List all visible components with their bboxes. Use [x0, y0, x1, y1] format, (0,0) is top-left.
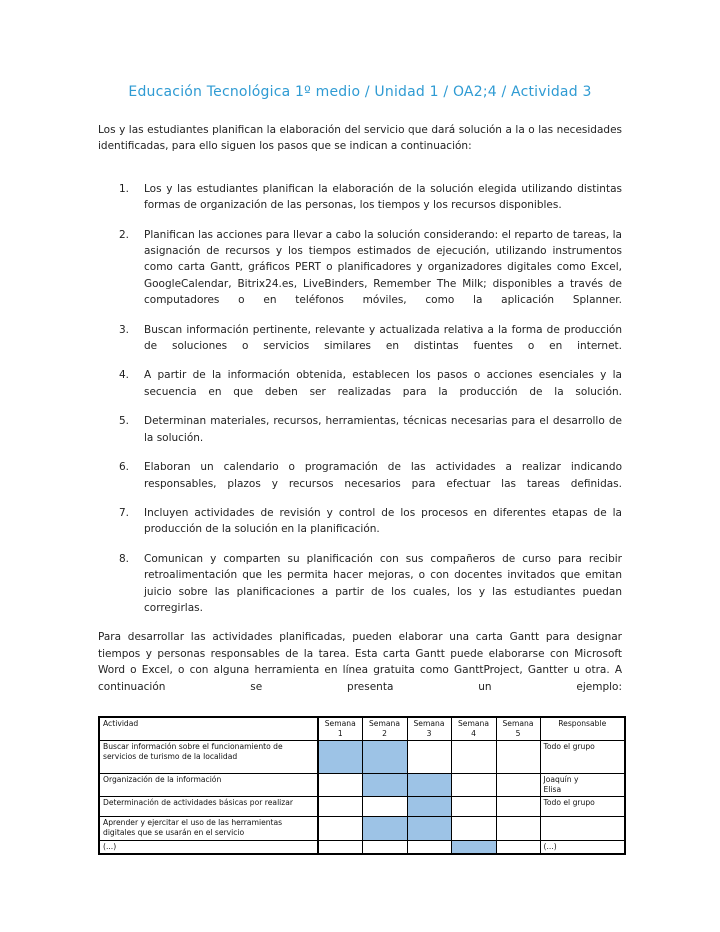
- gantt-week-cell: [496, 774, 540, 797]
- gantt-week-cell: [496, 741, 540, 774]
- gantt-week-cell: [451, 840, 496, 854]
- list-item: [119, 367, 622, 400]
- responsible-text: (...): [543, 841, 557, 851]
- gantt-week-cell: [362, 797, 407, 817]
- gantt-week-cell: [407, 774, 451, 797]
- step-number: 3.: [119, 323, 130, 336]
- table-row: [99, 774, 625, 797]
- gantt-table: [98, 716, 626, 855]
- list-item: [119, 227, 622, 309]
- gantt-header-semana-3: Semana 3: [407, 717, 451, 741]
- step-text: Buscan información pertinente, relevante y actualizada relativa a la forma de producción de soluciones o servicios similares en distintas fuentes o en internet.: [144, 323, 622, 353]
- gantt-week-cell: [451, 797, 496, 817]
- step-text: Elaboran un calendario o programación de las actividades a realizar indicando responsables, plazos y recursos necesarios para efectuar las tareas definidas.: [144, 461, 622, 490]
- list-item: [119, 459, 622, 492]
- gantt-week-cell: [451, 817, 496, 840]
- step-text: Determinan materiales, recursos, herramientas, técnicas necesarias para el desarrollo de la solución.: [144, 415, 622, 444]
- gantt-header-row: [99, 717, 625, 741]
- gantt-week-cell: [318, 817, 362, 840]
- table-row: [99, 840, 625, 854]
- step-number: 7.: [119, 506, 130, 519]
- step-text: A partir de la información obtenida, establecen los pasos o acciones esenciales y la secuencia en que deben ser realizadas para la producción de la solución.: [144, 369, 622, 398]
- gantt-week-cell: [362, 774, 407, 797]
- step-text: Los y las estudiantes planifican la elaboración de la solución elegida utilizando distintas formas de organización de las personas, los tiempos y los recursos disponibles.: [144, 182, 622, 212]
- gantt-activity-cell: Organización de la información: [99, 774, 318, 797]
- gantt-activity-cell: (...): [99, 840, 318, 854]
- list-item: [119, 322, 622, 355]
- gantt-header-semana-2: Semana 2: [362, 717, 407, 741]
- gantt-week-cell: [451, 741, 496, 774]
- responsible-text: Todo el grupo: [543, 742, 595, 752]
- gantt-header-actividad: Actividad: [99, 717, 318, 741]
- list-item: [119, 505, 622, 538]
- intro-paragraph: Los y las estudiantes planifican la elaboración del servicio que dará solución a la o las necesidades identificadas, para ello siguen los pasos que se indican a continuación:: [98, 124, 622, 153]
- gantt-week-cell: [407, 840, 451, 854]
- gantt-responsible-cell: [540, 817, 625, 840]
- step-text: Incluyen actividades de revisión y control de los procesos en diferentes etapas de la producción de la solución en la planificación.: [144, 506, 622, 536]
- gantt-header-semana-5: Semana 5: [496, 717, 540, 741]
- table-row: [99, 817, 625, 840]
- gantt-week-cell: [318, 797, 362, 817]
- gantt-week-cell: [407, 797, 451, 817]
- responsible-text: Joaquín y Elisa: [543, 775, 579, 794]
- document-page: [98, 0, 622, 855]
- gantt-header-responsable: Responsable: [540, 717, 625, 741]
- step-text: Planifican las acciones para llevar a cabo la solución considerando: el reparto de tareas, la asignación de recursos y los tiempos estimados de ejecución, utilizando instrumentos como carta Gantt, gráficos PERT o planificadores y organizadores digitales como Excel, GoogleCalendar, Bitrix24.es, LiveBinders, Remember The Milk; disponibles a través de computadores o en teléfonos móviles, como la aplicación Splanner.: [144, 228, 622, 307]
- gantt-week-cell: [318, 774, 362, 797]
- numbered-step-list: [98, 181, 622, 617]
- gantt-week-cell: [407, 817, 451, 840]
- list-item: [119, 181, 622, 214]
- gantt-week-cell: [362, 840, 407, 854]
- table-row: [99, 741, 625, 774]
- gantt-responsible-cell: [540, 840, 625, 854]
- gantt-week-cell: [496, 840, 540, 854]
- table-row: [99, 797, 625, 817]
- gantt-week-cell: [318, 741, 362, 774]
- step-number: 8.: [119, 552, 130, 565]
- step-number: 2.: [119, 228, 130, 241]
- gantt-week-cell: [407, 741, 451, 774]
- step-number: 4.: [119, 369, 130, 382]
- gantt-activity-cell: Aprender y ejercitar el uso de las herramientas digitales que se usarán en el servicio: [99, 817, 318, 840]
- step-number: 5.: [119, 415, 130, 428]
- gantt-responsible-cell: [540, 741, 625, 774]
- gantt-responsible-cell: [540, 774, 625, 797]
- gantt-week-cell: [496, 797, 540, 817]
- page-title: Educación Tecnológica 1º medio / Unidad 1 / OA2;4 / Actividad 3: [128, 84, 592, 100]
- gantt-week-cell: [496, 817, 540, 840]
- responsible-text: Todo el grupo: [543, 798, 595, 808]
- gantt-header-semana-4: Semana 4: [451, 717, 496, 741]
- gantt-week-cell: [318, 840, 362, 854]
- closing-paragraph: Para desarrollar las actividades planificadas, pueden elaborar una carta Gantt para designar tiempos y personas responsables de la tarea. Esta carta Gantt puede elaborarse con Microsoft Word o Excel, o con alguna herramienta en línea gratuita como GanttProject, Gantter u otra. A continuación se presenta un ejemplo:: [98, 631, 622, 693]
- gantt-activity-cell: Determinación de actividades básicas por realizar: [99, 797, 318, 817]
- gantt-week-cell: [362, 741, 407, 774]
- gantt-week-cell: [362, 817, 407, 840]
- gantt-activity-cell: Buscar información sobre el funcionamiento de servicios de turismo de la localidad: [99, 741, 318, 774]
- list-item: [119, 551, 622, 617]
- step-number: 6.: [119, 461, 130, 474]
- gantt-week-cell: [451, 774, 496, 797]
- gantt-header-semana-1: Semana 1: [318, 717, 362, 741]
- step-number: 1.: [119, 182, 130, 195]
- list-item: [119, 413, 622, 446]
- gantt-responsible-cell: [540, 797, 625, 817]
- step-text: Comunican y comparten su planificación con sus compañeros de curso para recibir retroalimentación que les permita hacer mejoras, o con docentes invitados que emitan juicio sobre las planificaciones a partir de los cuales, los y las estudiantes puedan corregirlas.: [144, 552, 622, 614]
